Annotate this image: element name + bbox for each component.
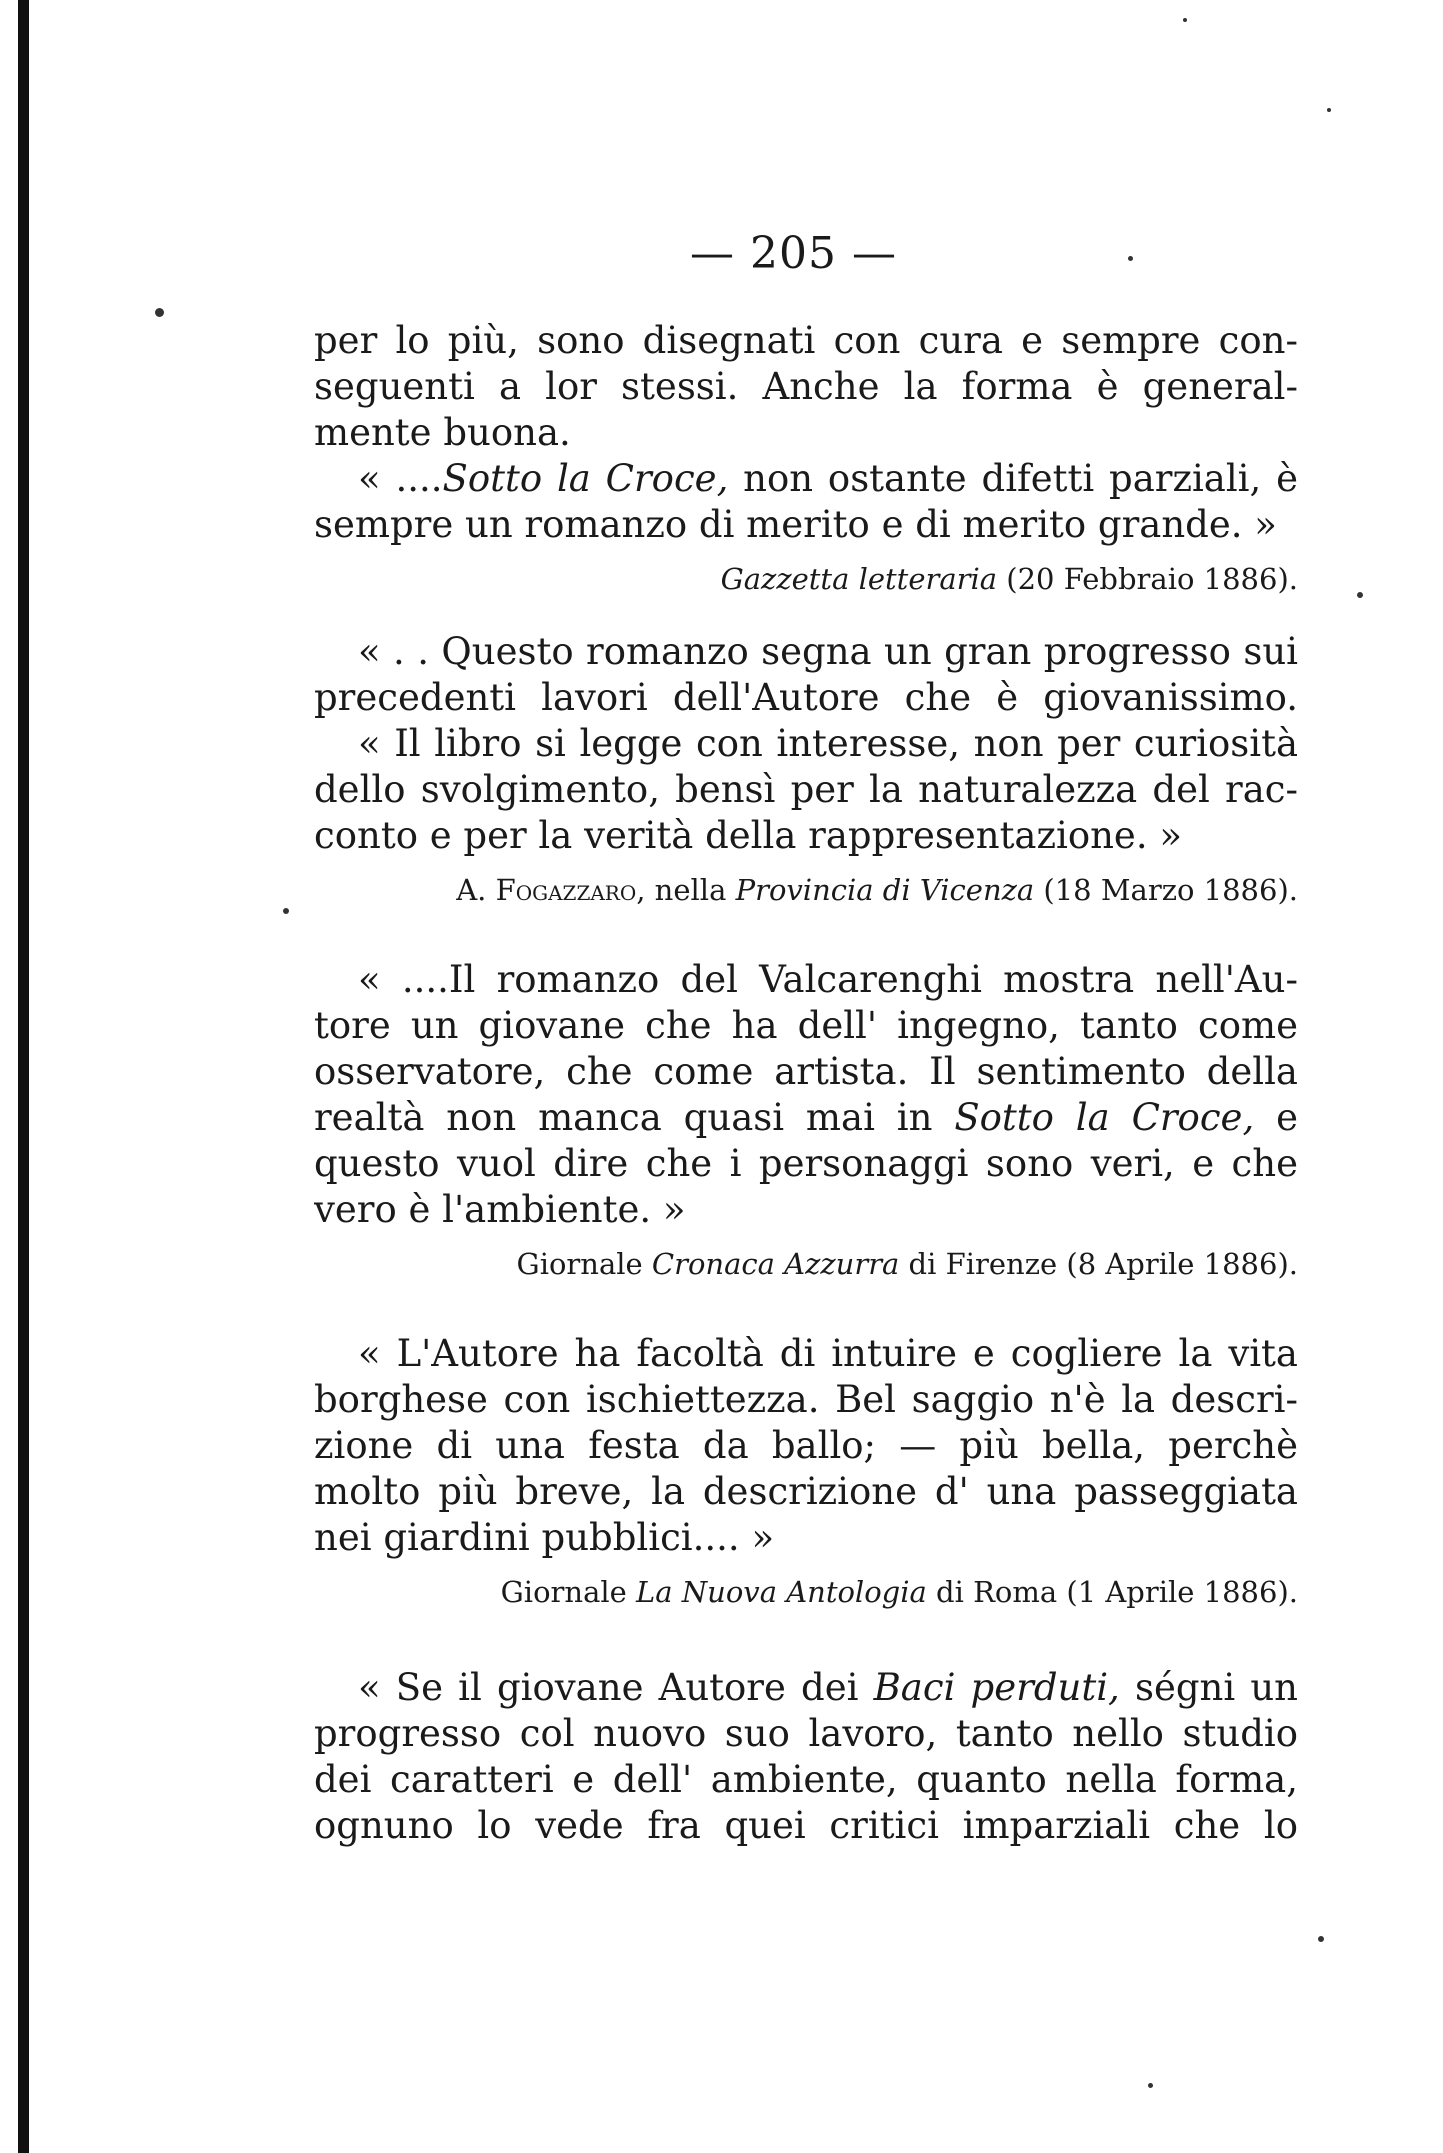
quote-block bbox=[314, 318, 1298, 602]
text-run: nella bbox=[645, 873, 736, 907]
ink-speck bbox=[155, 308, 164, 317]
ink-speck bbox=[283, 908, 289, 914]
ink-speck bbox=[1327, 108, 1331, 112]
text-line bbox=[314, 1803, 1298, 1849]
italic-title: Provincia di Vicenza bbox=[735, 873, 1035, 907]
text-line bbox=[314, 456, 1298, 502]
text-run: Giornale bbox=[516, 1247, 652, 1281]
text-run: questo vuol dire che i personaggi sono veri, e che bbox=[314, 1142, 1298, 1185]
text-line bbox=[314, 1377, 1298, 1423]
citation-source bbox=[314, 556, 1298, 602]
text-run: seguenti a lor stessi. Anche la forma è general- bbox=[314, 365, 1298, 408]
quote-block bbox=[314, 1665, 1298, 1849]
text-line bbox=[314, 1757, 1298, 1803]
text-run: « . . Questo romanzo segna un gran progresso sui bbox=[358, 630, 1298, 673]
text-run: Giornale bbox=[500, 1575, 637, 1609]
text-run: sempre un romanzo di merito e di merito grande. » bbox=[314, 503, 1277, 546]
italic-title: Sotto la Croce, bbox=[442, 457, 729, 500]
text-run: conto e per la verità della rappresentazione. » bbox=[314, 814, 1182, 857]
text-line bbox=[314, 364, 1298, 410]
text-run: « L'Autore ha facoltà di intuire e cogliere la vita bbox=[358, 1332, 1298, 1375]
citation-source bbox=[314, 1569, 1298, 1615]
text-line bbox=[314, 410, 1298, 456]
citation-source bbox=[314, 867, 1298, 913]
text-run: ségni un bbox=[1119, 1666, 1298, 1709]
text-line bbox=[314, 1095, 1298, 1141]
text-run: borghese con ischiettezza. Bel saggio n'è la descri- bbox=[314, 1378, 1298, 1421]
text-run: e bbox=[1254, 1096, 1298, 1139]
text-run: non ostante difetti parziali, è bbox=[728, 457, 1298, 500]
citation-source bbox=[314, 1241, 1298, 1287]
quote-block bbox=[314, 629, 1298, 913]
text-line bbox=[314, 1665, 1298, 1711]
text-line bbox=[314, 1331, 1298, 1377]
text-run: « Il libro si legge con interesse, non per curiosità bbox=[358, 722, 1298, 765]
italic-title: Gazzetta letteraria bbox=[720, 562, 998, 596]
text-line bbox=[314, 1469, 1298, 1515]
text-line bbox=[314, 1049, 1298, 1095]
italic-title: Sotto la Croce, bbox=[954, 1096, 1255, 1139]
text-line bbox=[314, 767, 1298, 813]
text-line bbox=[314, 1515, 1298, 1561]
text-line bbox=[314, 675, 1298, 721]
author-name: A. Fogazzaro, bbox=[456, 873, 646, 907]
page-number: — 205 — bbox=[690, 228, 897, 279]
text-run: « .... bbox=[358, 457, 443, 500]
ink-speck bbox=[1183, 18, 1187, 22]
text-run: di Firenze (8 Aprile 1886). bbox=[899, 1247, 1298, 1281]
text-line bbox=[314, 1003, 1298, 1049]
italic-title: La Nuova Antologia bbox=[636, 1575, 927, 1609]
text-run: (20 Febbraio 1886). bbox=[997, 562, 1298, 596]
text-line bbox=[314, 813, 1298, 859]
binding-edge bbox=[18, 0, 29, 2153]
text-line bbox=[314, 721, 1298, 767]
ink-speck bbox=[1128, 256, 1133, 261]
text-run: « Se il giovane Autore dei bbox=[358, 1666, 874, 1709]
italic-title: Baci perduti, bbox=[873, 1666, 1120, 1709]
text-run: molto più breve, la descrizione d' una passeggiata bbox=[314, 1470, 1298, 1513]
ink-speck bbox=[1318, 1936, 1324, 1942]
ink-speck bbox=[1357, 592, 1363, 598]
text-run: dello svolgimento, bensì per la naturalezza del rac- bbox=[314, 768, 1298, 811]
text-run: mente buona. bbox=[314, 411, 571, 454]
text-line bbox=[314, 318, 1298, 364]
text-run: progresso col nuovo suo lavoro, tanto nello studio bbox=[314, 1712, 1298, 1755]
text-run: tore un giovane che ha dell' ingegno, tanto come bbox=[314, 1004, 1298, 1047]
text-run: osservatore, che come artista. Il sentimento della bbox=[314, 1050, 1298, 1093]
italic-title: Cronaca Azzurra bbox=[651, 1247, 900, 1281]
text-run: ognuno lo vede fra quei critici imparziali che lo bbox=[314, 1804, 1298, 1847]
text-run: nei giardini pubblici.... » bbox=[314, 1516, 775, 1559]
text-run: per lo più, sono disegnati con cura e sempre con- bbox=[314, 319, 1298, 362]
text-run: dei caratteri e dell' ambiente, quanto nella forma, bbox=[314, 1758, 1298, 1801]
text-run: precedenti lavori dell'Autore che è giovanissimo. bbox=[314, 676, 1298, 719]
text-line bbox=[314, 629, 1298, 675]
text-run: « ....Il romanzo del Valcarenghi mostra nell'Au- bbox=[358, 958, 1298, 1001]
ink-speck bbox=[1148, 2083, 1153, 2088]
text-line bbox=[314, 1141, 1298, 1187]
text-run: vero è l'ambiente. » bbox=[314, 1188, 686, 1231]
text-line bbox=[314, 1711, 1298, 1757]
text-line bbox=[314, 957, 1298, 1003]
text-run: realtà non manca quasi mai in bbox=[314, 1096, 955, 1139]
text-line bbox=[314, 1187, 1298, 1233]
text-run: (18 Marzo 1886). bbox=[1034, 873, 1298, 907]
quote-block bbox=[314, 1331, 1298, 1615]
text-line bbox=[314, 1423, 1298, 1469]
text-run: di Roma (1 Aprile 1886). bbox=[926, 1575, 1298, 1609]
text-run: zione di una festa da ballo; — più bella, perchè bbox=[314, 1424, 1298, 1467]
text-line bbox=[314, 502, 1298, 548]
quote-block bbox=[314, 957, 1298, 1287]
